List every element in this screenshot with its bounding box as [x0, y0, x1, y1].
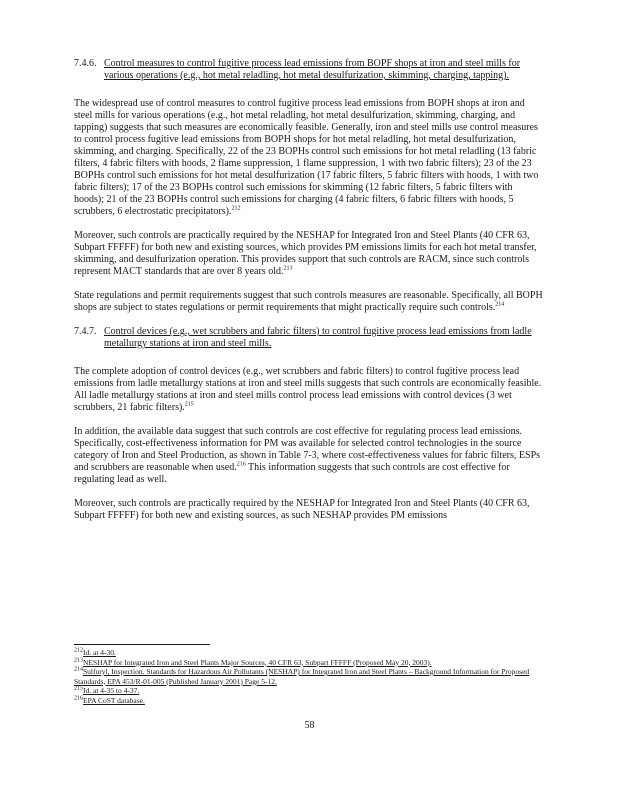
paragraph: Moreover, such controls are practically required by the NESHAP for Integrated Iron and Steel Plants (40 CFR 63, Subpart FFFFF) for both new and existing sources, which provides PM emissions limits for each hot metal transfer, skimming, and desulfurization operation. This provides support that such controls are RACM, since such controls represent MACT standards that are over 8 years old.$^{213}$ [74, 230, 537, 277]
section-number: 7.4.7. [74, 326, 97, 337]
footnote-ref[interactable]: 214 [495, 301, 505, 308]
footnote-text[interactable]: NESHAP for Integrated Iron and Steel Plants Major Sources, 40 CFR 63, Subpart FFFFF (Proposed May 20, 2003). [83, 657, 432, 667]
footnote: $^{215}$Id. at 4-35 to 4-37. [74, 685, 140, 695]
footnote-text[interactable]: Id. at 4-30. [83, 648, 116, 657]
footnote: $^{214}$Sulfuryl, Inspection. Standards for Hazardous Air Pollutants (NESHAP) for Integrated Iron and Steel Plants – Background Information for Proposed Standards, EPA 453/R-01-005 (Published January 2001) Page 5-12. [74, 666, 530, 686]
footnote: $^{216}$EPA CoST database. [74, 695, 145, 705]
section-title: Control devices (e.g., wet scrubbers and fabric filters) to control fugitive process lead emissions from ladle metallurgy stations at iron and steel mills. [104, 326, 532, 349]
footnote-ref[interactable]: 213 [283, 265, 293, 272]
footnote: $^{213}$NESHAP for Integrated Iron and Steel Plants Major Sources, 40 CFR 63, Subpart FFFFF (Proposed May 20, 2003). [74, 657, 432, 667]
section-heading-7-4-6 [74, 58, 544, 82]
paragraph: In addition, the available data suggest that such controls are cost effective for regulating process lead emissions. Specifically, cost-effectiveness information for PM was available for selected control technologies in the source category of Iron and Steel Production, as shown in Table 7-3, where cost-effectiveness values for fabric filters, ESPs and scrubbers are reasonable when used.$^{216}$ This information suggests that such controls are cost effective for regulating lead as well. [74, 426, 541, 485]
footnote-text[interactable]: EPA CoST database. [83, 695, 145, 705]
footnote-text[interactable]: Sulfuryl, Inspection. Standards for Hazardous Air Pollutants (NESHAP) for Integrated Iron and Steel Plants – Background Information for Proposed Standards, EPA 453/R-01-005 (Published January 2001) Page 5-12. [74, 667, 530, 686]
paragraph: State regulations and permit requirements suggest that such controls measures are reasonable. Specifically, all BOPH shops are subject to states regulations or permit requirements that might practically require such controls.$^{214}$ [74, 290, 543, 313]
page-number: 58 [304, 720, 315, 731]
section-title: Control measures to control fugitive process lead emissions from BOPF shops at iron and steel mills for various operations (e.g., hot metal reladling, hot metal desulfurization, skimming, charging, tapping). [104, 58, 521, 81]
document-body [74, 58, 544, 534]
footnote-ref[interactable]: 215 [184, 401, 194, 408]
footnotes [74, 648, 544, 705]
paragraph: The complete adoption of control devices (e.g., wet scrubbers and fabric filters) to control fugitive process lead emissions from ladle metallurgy stations at iron and steel mills suggests that such controls are economically feasible. All ladle metallurgy stations at iron and steel mills control process lead emissions with control devices (3 wet scrubbers, 21 fabric filters).$^{215}$ [74, 366, 542, 413]
footnote-divider [74, 644, 210, 645]
footnote-ref[interactable]: 212 [231, 205, 241, 212]
footnote: $^{212}$Id. at 4-30. [74, 647, 116, 657]
section-number: 7.4.6. [74, 58, 97, 69]
footnote-text[interactable]: Id. at 4-35 to 4-37. [83, 686, 140, 695]
paragraph: Moreover, such controls are practically required by the NESHAP for Integrated Iron and Steel Plants (40 CFR 63, Subpart FFFFF) for both new and existing sources, as such NESHAP provides PM emissions [74, 498, 530, 521]
paragraph: The widespread use of control measures to control fugitive process lead emissions from BOPH shops at iron and steel mills for various operations (e.g., hot metal reladling, hot metal desulfurization, skimming, charging, and tapping) suggests that such measures are economically feasible. Generally, iron and steel mills use control measures to control process fugitive lead emissions from BOPH shops for hot metal reladling, hot metal desulfurization, skimming, and charging. Specifically, 22 of the 23 BOPHs control such emissions for hot metal reladling (13 fabric filters, 4 fabric filters with hoods, 2 flame suppression, 1 flame suppression, 1 with two fabric filters); 23 of the 23 BOPHs control such emissions for hot metal desulfurization (17 fabric filters, 5 fabric filters with hoods, 1 with two fabric filters); 17 of the 23 BOPHs control such emissions for skimming (12 fabric filters, 5 fabric filters with hoods); 21 of the 23 BOPHs control such emissions for charging (4 fabric filters, 6 fabric filters with hoods, 5 scrubbers, 6 electrostatic precipitators).$^{212}$ [74, 98, 539, 217]
section-heading-7-4-7 [74, 326, 544, 350]
footnote-ref[interactable]: 216 [236, 461, 246, 468]
